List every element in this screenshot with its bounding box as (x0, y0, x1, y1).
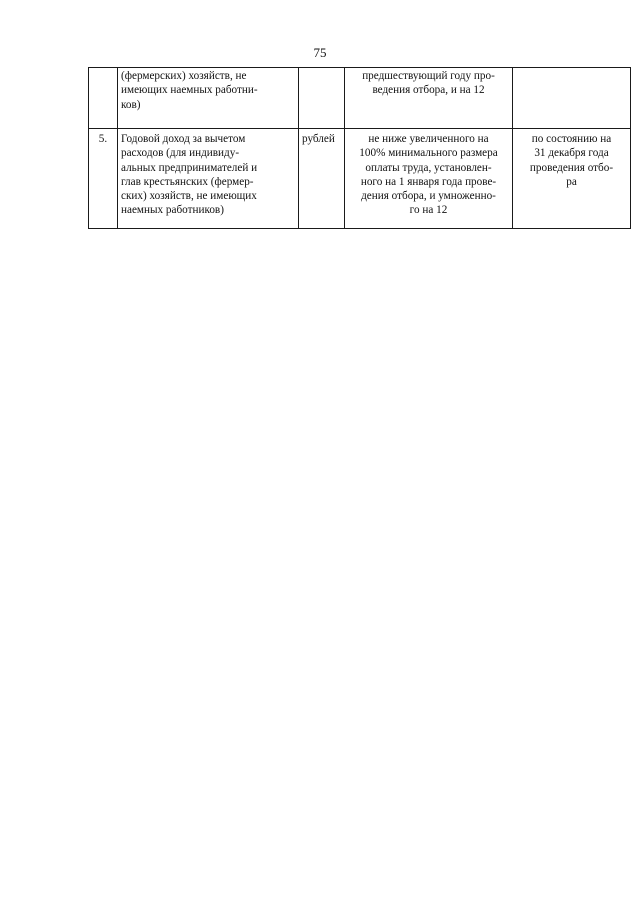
text-line: оплаты труда, установлен- (365, 161, 492, 174)
text-line: 100% минимального размера (359, 147, 498, 160)
requirements-table (88, 67, 631, 229)
text-line: имеющих наемных работни- (121, 84, 258, 97)
value-cell (345, 68, 513, 129)
text-line: го на 12 (409, 204, 448, 217)
value-cell (345, 129, 513, 229)
text-line: ведения отбора, и на 12 (372, 84, 485, 97)
text-line: расходов (для индивиду- (121, 147, 240, 160)
row-number-cell: 5. (89, 129, 118, 229)
indicator-name-cell (118, 129, 299, 229)
unit-cell: рублей (299, 129, 345, 229)
text-line: Годовой доход за вычетом (121, 133, 246, 145)
date-cell (513, 129, 631, 229)
table-row (89, 68, 631, 129)
text-line: глав крестьянских (фермер- (121, 175, 254, 188)
text-line: ного на 1 января года прове- (360, 175, 497, 188)
text-line: проведения отбо- (529, 161, 614, 174)
unit-cell (299, 68, 345, 129)
text-line: не ниже увеличенного на (368, 133, 489, 145)
text-line: предшествующий году про- (362, 70, 495, 82)
text-line: дения отбора, и умноженно- (361, 190, 496, 203)
text-line: альных предпринимателей и (121, 161, 258, 174)
text-line: наемных работников) (121, 204, 224, 217)
text-line: ков) (121, 98, 141, 111)
indicator-name-cell (118, 68, 299, 129)
row-number-cell (89, 68, 118, 129)
text-line: ра (566, 175, 577, 188)
date-cell (513, 68, 631, 129)
text-line: по состоянию на (531, 133, 612, 145)
text-line: (фермерских) хозяйств, не (121, 70, 247, 82)
table-row (89, 129, 631, 229)
page-number: 75 (313, 45, 327, 60)
text-line: ских) хозяйств, не имеющих (121, 190, 257, 203)
text-line: 31 декабря года (534, 147, 609, 160)
